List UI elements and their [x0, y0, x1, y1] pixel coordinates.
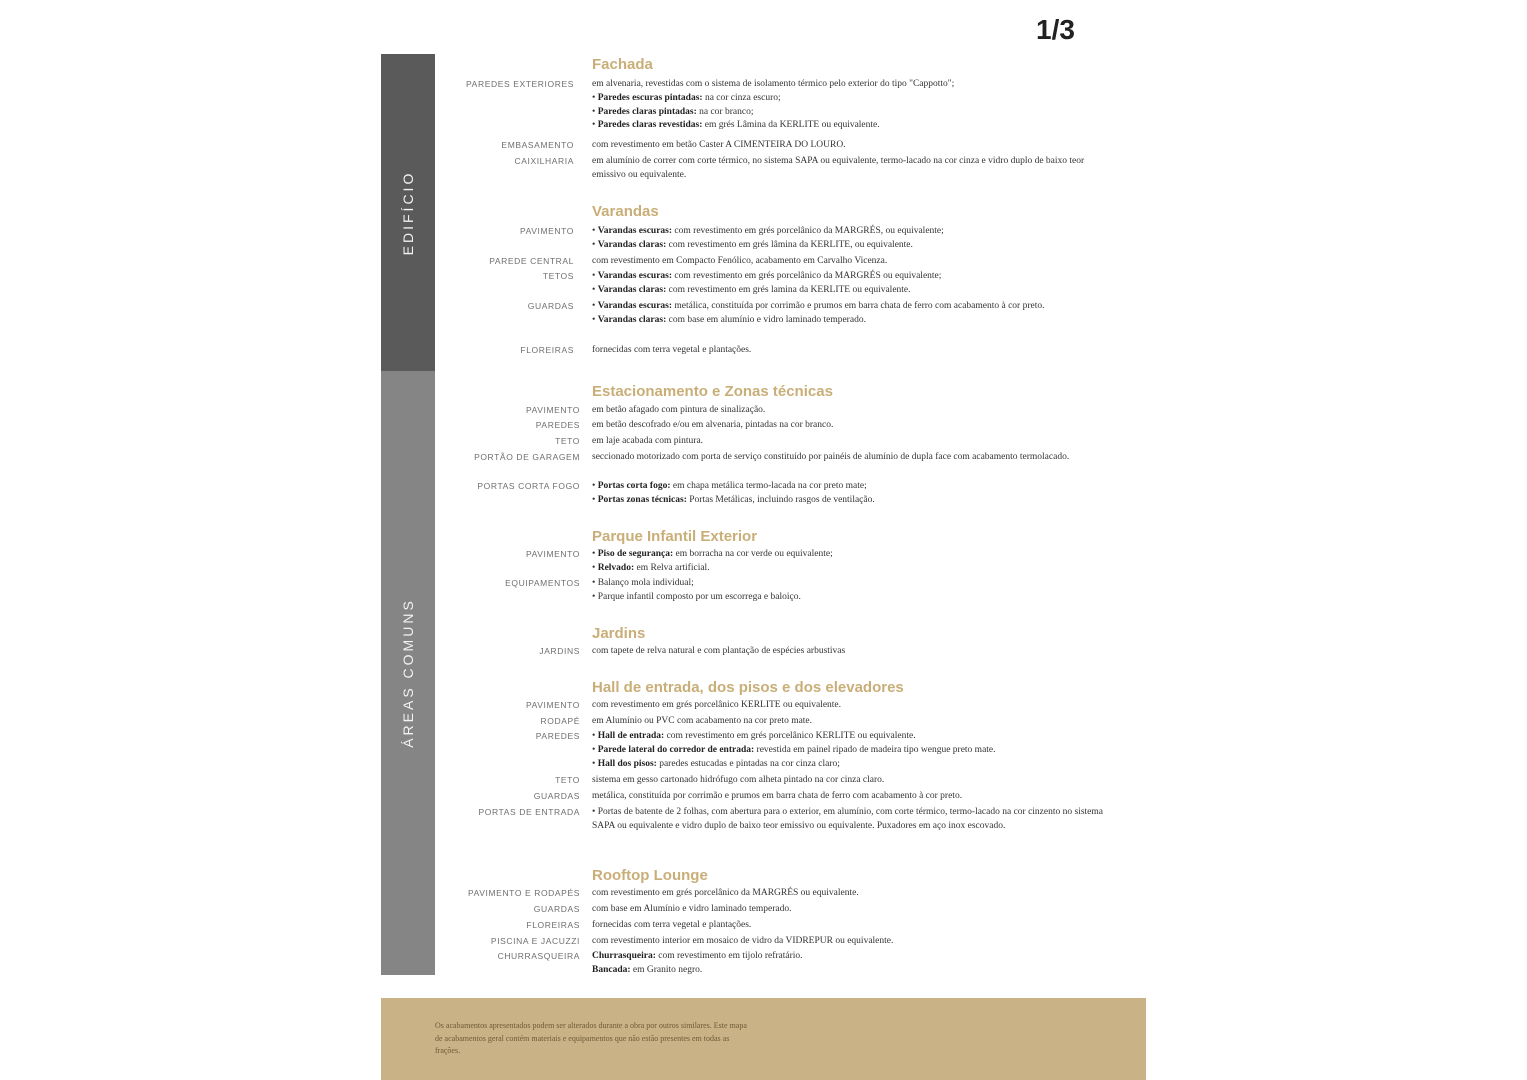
spec-bullet: • Portas corta fogo: em chapa metálica termo-lacada na cor preto mate; — [592, 481, 867, 491]
spec-line: Churrasqueira: com revestimento em tijolo refratário. — [592, 951, 803, 961]
spec-text — [592, 270, 1114, 298]
spec-text: com revestimento em grés porcelânico da MARGRÉS ou equivalente. — [592, 888, 859, 898]
spec-text: com tapete de relva natural e com plantação de espécies arbustivas — [592, 646, 846, 656]
spec-label: PAVIMENTO — [525, 405, 580, 415]
footer-band — [381, 998, 1146, 1080]
spec-label: PORTAS DE ENTRADA — [478, 807, 580, 817]
spec-bullet: • Paredes escuras pintadas: na cor cinza escuro; — [592, 92, 781, 103]
spec-label: PAREDES — [535, 420, 580, 430]
spec-label: JARDINS — [539, 646, 580, 656]
spec-bullet: • Varandas claras: com revestimento em grés lamina da KERLITE ou equivalente. — [592, 284, 911, 295]
spec-text: fornecidas com terra vegetal e plantações. — [592, 345, 752, 355]
section-title: Jardins — [592, 625, 646, 642]
spec-text: com revestimento em grés porcelânico KERLITE ou equivalente. — [592, 700, 842, 710]
spec-label: GUARDAS — [533, 904, 580, 914]
spec-label: PAVIMENTO — [519, 226, 574, 236]
spec-bullet: • Varandas claras: com revestimento em grés lâmina da KERLITE, ou equivalente. — [592, 239, 913, 250]
spec-text — [592, 78, 1114, 133]
spec-label: CAIXILHARIA — [514, 156, 574, 166]
spec-label: GUARDAS — [533, 791, 580, 801]
spec-bullet: • Balanço mola individual; — [592, 578, 694, 588]
spec-text — [592, 480, 1114, 508]
spec-label: PAVIMENTO — [525, 700, 580, 710]
spec-text — [592, 730, 1114, 771]
spec-line: em alvenaria, revestidas com o sistema de isolamento térmico pelo exterior do tipo "Cappotto"; — [592, 79, 955, 89]
spec-bullet: • Relvado: em Relva artificial. — [592, 562, 710, 573]
section-title: Varandas — [592, 203, 659, 220]
spec-bullet: • Paredes claras pintadas: na cor branco; — [592, 106, 754, 117]
spec-text: em laje acabada com pintura. — [592, 436, 704, 446]
spec-bullet: • Varandas escuras: com revestimento em grés porcelânico da MARGRÉS, ou equivalente; — [592, 226, 944, 236]
spec-label: TETO — [555, 436, 580, 446]
sidebar-common-label: ÁREAS COMUNS — [400, 598, 416, 748]
spec-label: EMBASAMENTO — [501, 140, 574, 150]
spec-label: RODAPÉ — [540, 716, 580, 726]
spec-text: metálica, constituída por corrimão e prumos em barra chata de ferro com acabamento à cor preto. — [592, 791, 963, 801]
spec-bullet: • Varandas escuras: metálica, constituída por corrimão e prumos em barra chata de ferro com acabamento à cor preto. — [592, 301, 1045, 311]
spec-label: PAREDE CENTRAL — [489, 256, 574, 266]
spec-text — [592, 225, 1114, 253]
spec-line: Bancada: em Granito negro. — [592, 964, 703, 975]
spec-label: TETO — [555, 775, 580, 785]
spec-label: PAREDES EXTERIORES — [466, 79, 574, 89]
spec-label: TETOS — [542, 271, 574, 281]
spec-bullet: • Paredes claras revestidas: em grés Lâmina da KERLITE ou equivalente. — [592, 120, 880, 131]
spec-text: seccionado motorizado com porta de serviço constituído por painéis de alumínio de dupla face com acabamento termolacado. — [592, 452, 1070, 462]
spec-text: sistema em gesso cartonado hidrófugo com alheta pintado na cor cinza claro. — [592, 775, 885, 785]
spec-text — [592, 548, 1114, 576]
spec-label: PISCINA E JACUZZI — [490, 936, 580, 946]
spec-label: PAREDES — [535, 731, 580, 741]
spec-text — [592, 577, 1114, 605]
spec-text — [592, 950, 1114, 978]
spec-bullet: • Portas zonas técnicas: Portas Metálicas, incluindo rasgos de ventilação. — [592, 494, 875, 505]
spec-bullet: • Parque infantil composto por um escorrega e baloiço. — [592, 591, 801, 602]
sidebar-building — [381, 54, 435, 371]
spec-text: com revestimento em betão Caster A CIMENTEIRA DO LOURO. — [592, 140, 846, 150]
page-number: 1/3 — [1036, 14, 1075, 45]
spec-bullet: • Varandas claras: com base em alumínio e vidro laminado temperado. — [592, 314, 866, 325]
footer-disclaimer: Os acabamentos apresentados podem ser alterados durante a obra por outros similares. Este mapa de acabamentos geral contém materiais e equipamentos que não estão presentes em todas as frações. — [435, 1021, 747, 1055]
spec-label: FLOREIRAS — [526, 920, 580, 930]
section-title: Estacionamento e Zonas técnicas — [592, 383, 833, 400]
spec-text: em betão afagado com pintura de sinalização. — [592, 405, 766, 415]
spec-text: com revestimento em Compacto Fenólico, acabamento em Carvalho Vicenza. — [592, 256, 888, 266]
spec-bullet: • Piso de segurança: em borracha na cor verde ou equivalente; — [592, 549, 833, 559]
spec-text: • Portas de batente de 2 folhas, com abertura para o exterior, em alumínio, com corte térmico, termo-lacado na cor cinzento no sistema SAPA ou equivalente e vidro duplo de baixo teor emissivo ou equivalente. Puxadores em aço inox escovado. — [592, 807, 1104, 831]
spec-text: em Alumínio ou PVC com acabamento na cor preto mate. — [592, 716, 813, 726]
spec-text: com revestimento interior em mosaico de vidro da VIDREPUR ou equivalente. — [592, 936, 894, 946]
spec-label: EQUIPAMENTOS — [505, 578, 580, 588]
spec-text: em alumínio de correr com corte térmico, no sistema SAPA ou equivalente, termo-lacado na cor cinza e vidro duplo de baixo teor emissivo ou equivalente. — [592, 156, 1085, 180]
section-title: Fachada — [592, 56, 653, 73]
spec-text: com base em Alumínio e vidro laminado temperado. — [592, 904, 792, 914]
spec-label: GUARDAS — [527, 301, 574, 311]
spec-label: FLOREIRAS — [520, 345, 574, 355]
spec-text: em betão descofrado e/ou em alvenaria, pintadas na cor branco. — [592, 420, 834, 430]
sidebar-building-label: EDIFÍCIO — [400, 170, 416, 255]
spec-text: fornecidas com terra vegetal e plantações. — [592, 920, 752, 930]
section-title: Hall de entrada, dos pisos e dos elevadores — [592, 679, 904, 696]
spec-text — [592, 300, 1114, 328]
spec-bullet: • Parede lateral do corredor de entrada: revestida em painel ripado de madeira tipo wengue preto mate. — [592, 744, 996, 755]
spec-bullet: • Varandas escuras: com revestimento em grés porcelânico da MARGRÉS ou equivalente; — [592, 271, 942, 281]
section-title: Parque Infantil Exterior — [592, 528, 758, 545]
spec-bullet: • Hall dos pisos: paredes estucadas e pintadas na cor cinza claro; — [592, 758, 840, 769]
spec-label: PAVIMENTO E RODAPÉS — [467, 888, 580, 898]
spec-bullet: • Hall de entrada: com revestimento em grés porcelânico KERLITE ou equivalente. — [592, 731, 916, 741]
spec-label: CHURRASQUEIRA — [497, 951, 580, 961]
spec-label: PORTÃO DE GARAGEM — [474, 452, 580, 462]
section-title: Rooftop Lounge — [592, 867, 708, 884]
spec-label: PAVIMENTO — [525, 549, 580, 559]
spec-label: PORTAS CORTA FOGO — [477, 481, 580, 491]
